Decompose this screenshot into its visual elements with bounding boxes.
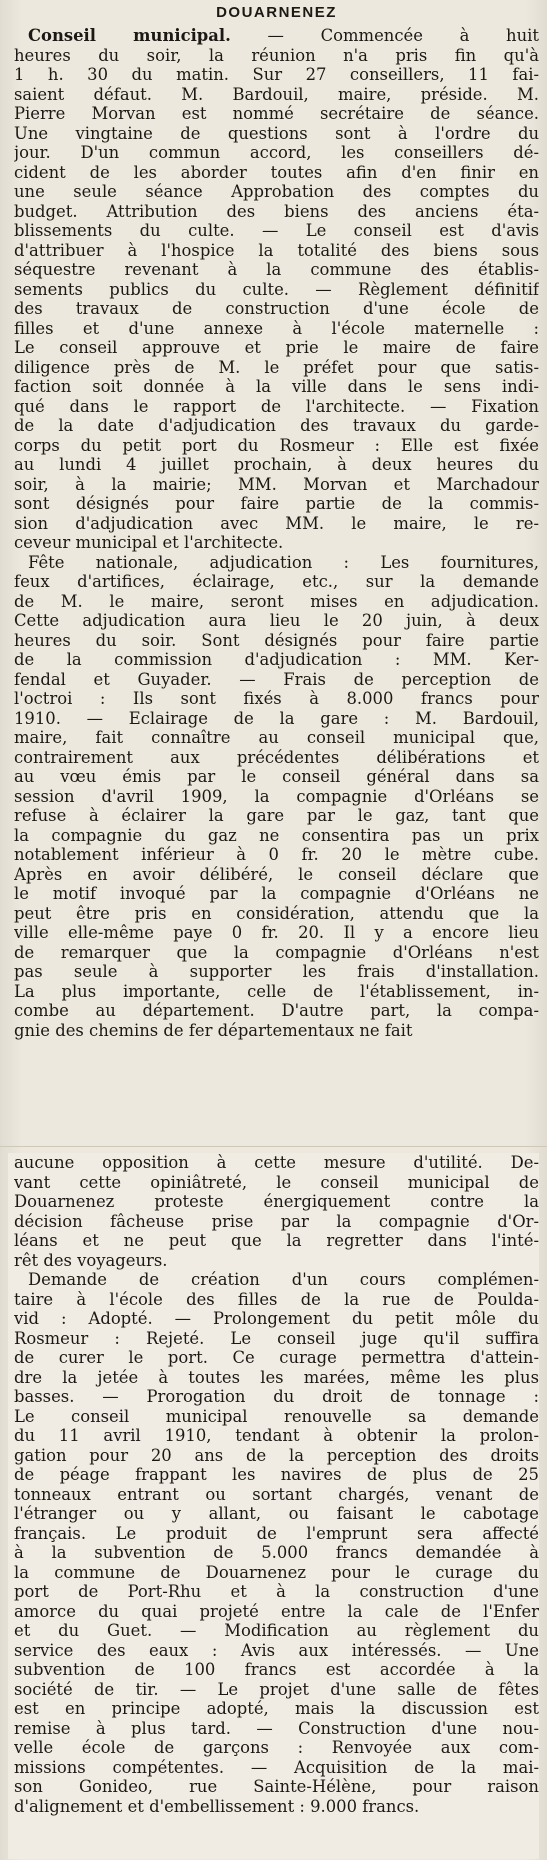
- text-line: taire à l'école des filles de la rue de Poulda-: [14, 1289, 539, 1309]
- text-line: tonneaux entrant ou sortant chargés, venant de: [14, 1484, 539, 1504]
- text-line: vid : Adopté. — Prolongement du petit môle du: [14, 1309, 539, 1328]
- text-line: qué dans le rapport de l'architecte. — Fixation: [14, 396, 539, 416]
- text-line: société de tir. — Le projet d'une salle de fêtes: [14, 1679, 539, 1699]
- text-line: budget. Attribution des biens des anciens éta-: [14, 201, 539, 221]
- text-line: de M. le maire, seront mises en adjudication.: [14, 591, 539, 611]
- text-line: saient défaut. M. Bardouil, maire, préside. M.: [14, 84, 539, 104]
- text-line: rêt des voyageurs.: [14, 1250, 168, 1270]
- text-line: de remarquer que la compagnie d'Orléans n'est: [14, 942, 539, 962]
- text-line: missions compétentes. — Acquisition de la mai-: [14, 1757, 539, 1777]
- upper-paragraphs: [14, 26, 539, 1040]
- text-line: Conseil municipal. — Commencée à huit: [28, 26, 539, 45]
- text-line: du 11 avril 1910, tendant à obtenir la prolon-: [14, 1426, 539, 1445]
- text-line: 1910. — Eclairage de la gare : M. Bardouil,: [14, 708, 539, 728]
- lead-heading: Conseil municipal.: [28, 26, 231, 45]
- lower-column-segment: [8, 1153, 539, 1859]
- text-line: le motif invoqué par la compagnie d'Orléans ne: [14, 884, 539, 903]
- text-line: séquestre revenant à la commune des établis-: [14, 260, 539, 279]
- text-line: Le conseil municipal renouvelle sa demande: [14, 1406, 539, 1426]
- article-headline: DOUARNENEZ: [216, 4, 337, 21]
- text-line: gnie des chemins de fer départementaux ne fait: [14, 1020, 413, 1040]
- text-line: l'étranger ou y allant, ou faisant le cabotage: [14, 1504, 539, 1523]
- text-line: au lundi 4 juillet prochain, à deux heures du: [14, 455, 539, 474]
- text-line: cident de les aborder toutes afin d'en finir en: [14, 162, 539, 182]
- text-line: basses. — Prorogation du droit de tonnage :: [14, 1387, 539, 1406]
- text-line: remise à plus tard. — Construction d'une nou-: [14, 1718, 539, 1738]
- text-line: diligence près de M. le préfet pour que satis-: [14, 357, 539, 377]
- text-line: gation pour 20 ans de la perception des droits: [14, 1445, 539, 1465]
- text-line: à la subvention de 5.000 francs demandée à: [14, 1543, 539, 1562]
- text-line: peut être pris en considération, attendu que la: [14, 903, 539, 923]
- text-line: sion d'adjudication avec MM. le maire, le re-: [14, 513, 539, 533]
- text-line: heures du soir. Sont désignés pour faire partie: [14, 630, 539, 650]
- text-line: contrairement aux précédentes délibérations et: [14, 747, 539, 767]
- text-line: soir, à la mairie; MM. Morvan et Marchadour: [14, 474, 539, 494]
- text-line: et du Guet. — Modification au règlement du: [14, 1621, 539, 1640]
- text-line: service des eaux : Avis aux intéressés. — Une: [14, 1640, 539, 1660]
- text-line: l'octroi : Ils sont fixés à 8.000 francs pour: [14, 689, 539, 708]
- upper-column-segment: [14, 0, 539, 1146]
- text-line: Le conseil approuve et prie le maire de faire: [14, 338, 539, 357]
- text-line: pas seule à supporter les frais d'installation.: [14, 962, 539, 981]
- text-line: de péage frappant les navires de plus de 25: [14, 1465, 539, 1484]
- text-line: est en principe adopté, mais la discussion est: [14, 1699, 539, 1718]
- text-line: léans et ne peut que la regretter dans l'inté-: [14, 1231, 539, 1250]
- text-line: aucune opposition à cette mesure d'utilité. De-: [14, 1153, 539, 1172]
- text-line: fendal et Guyader. — Frais de perception de: [14, 669, 539, 689]
- text-line: français. Le produit de l'emprunt sera affecté: [14, 1523, 539, 1543]
- text-line: session d'avril 1909, la compagnie d'Orléans se: [14, 786, 539, 806]
- text-line: corps du petit port du Rosmeur : Elle est fixée: [14, 435, 539, 455]
- text-line: Rosmeur : Rejeté. Le conseil juge qu'il suffira: [14, 1328, 539, 1348]
- text-line: dre la jetée à toutes les marées, même les plus: [14, 1367, 539, 1387]
- text-line: ceveur municipal et l'architecte.: [14, 533, 284, 552]
- text-line: notablement inférieur à 0 fr. 20 le mètre cube.: [14, 845, 539, 864]
- text-line: ville elle-même paye 0 fr. 20. Il y a encore lieu: [14, 923, 539, 942]
- text-line: feux d'artifices, éclairage, etc., sur la demande: [14, 572, 539, 591]
- text-line: Pierre Morvan est nommé secrétaire de séance.: [14, 104, 539, 123]
- text-line: une seule séance Approbation des comptes du: [14, 182, 539, 201]
- text-line: heures du soir, la réunion n'a pris fin qu'à: [14, 45, 539, 65]
- text-line: Fête nationale, adjudication : Les fournitures,: [28, 552, 539, 572]
- text-line: sements publics du culte. — Règlement définitif: [14, 279, 539, 299]
- text-line: Après en avoir délibéré, le conseil déclare que: [14, 864, 539, 884]
- text-line: velle école de garçons : Renvoyée aux com-: [14, 1738, 539, 1757]
- text-line: La plus importante, celle de l'établissement, in-: [14, 981, 539, 1001]
- text-line: la compagnie du gaz ne consentira pas un prix: [14, 825, 539, 845]
- text-line: refuse à éclairer la gare par le gaz, tant que: [14, 806, 539, 825]
- text-line: filles et d'une annexe à l'école maternelle :: [14, 318, 539, 338]
- text-line: sont désignés pour faire partie de la commis-: [14, 494, 539, 513]
- text-line: de la date d'adjudication des travaux du garde-: [14, 416, 539, 435]
- text-line: de curer le port. Ce curage permettra d'attein-: [14, 1348, 539, 1367]
- text-line: au vœu émis par le conseil général dans sa: [14, 767, 539, 786]
- text-line: Demande de création d'un cours complémen-: [28, 1270, 539, 1289]
- text-line: faction soit donnée à la ville dans le sens indi-: [14, 377, 539, 396]
- text-line: des travaux de construction d'une école de: [14, 299, 539, 318]
- text-line: d'alignement et d'embellissement : 9.000 francs.: [14, 1796, 420, 1816]
- text-line: de la commission d'adjudication : MM. Ker-: [14, 650, 539, 669]
- text-line: son Gonideo, rue Sainte-Hélène, pour raison: [14, 1777, 539, 1796]
- text-line: combe au département. D'autre part, la compa-: [14, 1001, 539, 1020]
- clipping-fold: [0, 1146, 547, 1147]
- text-line: subvention de 100 francs est accordée à la: [14, 1660, 539, 1679]
- lower-paragraphs: [14, 1153, 539, 1816]
- text-line: port de Port-Rhu et à la construction d'une: [14, 1582, 539, 1601]
- text-line: amorce du quai projeté entre la cale de l'Enfer: [14, 1601, 539, 1621]
- text-line: la commune de Douarnenez pour le curage du: [14, 1562, 539, 1582]
- text-line: blissements du culte. — Le conseil est d'avis: [14, 221, 539, 240]
- text-line: d'attribuer à l'hospice la totalité des biens sous: [14, 240, 539, 260]
- text-line: 1 h. 30 du matin. Sur 27 conseillers, 11 fai-: [14, 65, 539, 84]
- text-line: Douarnenez proteste énergiquement contre la: [14, 1192, 539, 1211]
- text-line: vant cette opiniâtreté, le conseil municipal de: [14, 1172, 539, 1192]
- text-line: Cette adjudication aura lieu le 20 juin, à deux: [14, 611, 539, 630]
- text-line: maire, fait connaître au conseil municipal que,: [14, 728, 539, 747]
- text-line: Une vingtaine de questions sont à l'ordre du: [14, 123, 539, 143]
- text-line: jour. D'un commun accord, les conseillers dé-: [14, 143, 539, 162]
- text-line: décision fâcheuse prise par la compagnie d'Or-: [14, 1211, 539, 1231]
